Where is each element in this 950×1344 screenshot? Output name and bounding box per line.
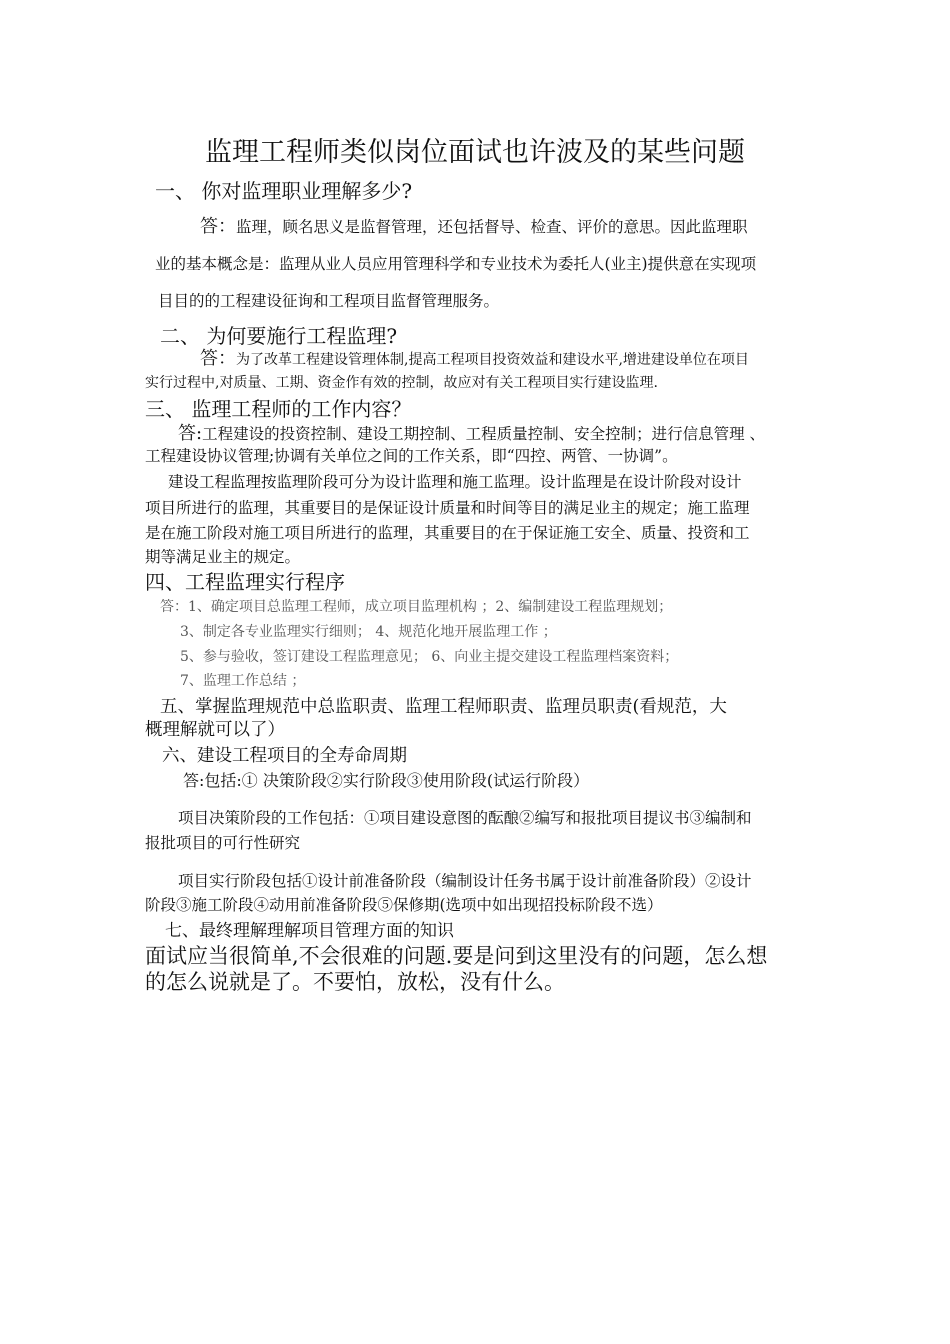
q6-answer-text: 包括:① 决策阶段②实行阶段③使用阶段(试运行阶段） — [204, 771, 590, 790]
q1-answer-line3: 目目的的工程建设征询和工程项目监督管理服务。 — [158, 292, 500, 310]
q3-answer — [178, 419, 765, 445]
q6-decision-line2: 报批项目的可行性研究 — [145, 834, 301, 852]
q3-para-line1: 建设工程监理按监理阶段可分为设计监理和施工监理。设计监理是在设计阶段对设计 — [168, 473, 742, 491]
q1-answer-line1: 监理，顾名思义是监督管理，还包括督导、检查、评价的意思。因此监理职 — [236, 218, 748, 236]
q7-heading: 七、最终理解理解项目管理方面的知识 — [165, 921, 454, 941]
q6-answer-label: 答: — [183, 771, 205, 790]
q5-line2: 概理解就可以了） — [145, 720, 285, 740]
q3-answer-line2: 工程建设协议管理;协调有关单位之间的工作关系，即“四控、两管、一协调”。 — [145, 447, 678, 465]
q6-decision-line1: 项目决策阶段的工作包括：①项目建设意图的酝酿②编写和报批项目提议书③编制和 — [178, 809, 752, 827]
q2-answer-line1: 为了改革工程建设管理体制,提高工程项目投资效益和建设水平,增进建设单位在项目 — [236, 352, 749, 368]
q2-answer-line2: 实行过程中,对质量、工期、资金作有效的控制，故应对有关工程项目实行建设监理. — [145, 375, 658, 391]
q3-answer-label: 答: — [178, 423, 203, 444]
q2-answer — [200, 344, 749, 370]
closing-line1: 面试应当很简单,不会很难的问题.要是问到这里没有的问题，怎么想 — [145, 944, 768, 968]
q2-answer-label: 答： — [200, 348, 236, 369]
q5-line1: 五、掌握监理规范中总监职责、监理工程师职责、监理员职责(看规范，大 — [160, 697, 727, 717]
q4-step-line2: 3、制定各专业监理实行细则； 4、规范化地开展监理工作 ； — [180, 624, 557, 640]
q4-heading: 四、工程监理实行程序 — [145, 570, 345, 594]
q4-step-line4: 7、监理工作总结 ； — [180, 673, 306, 689]
q1-answer — [200, 212, 748, 238]
q2-heading: 二、 为何要施行工程监理? — [160, 324, 398, 348]
q1-heading: 一、 你对监理职业理解多少? — [155, 179, 413, 203]
q1-answer-line2: 业的基本概念是：监理从业人员应用管理科学和专业技术为委托人(业主)提供意在实现项 — [155, 255, 757, 273]
closing-line2: 的怎么说就是了。不要怕，放松，没有什么。 — [145, 970, 565, 994]
q4-step-line3: 5、参与验收，签订建设工程监理意见； 6、向业主提交建设工程监理档案资料； — [180, 649, 679, 665]
q3-heading: 三、 监理工程师的工作内容？ — [145, 397, 412, 421]
document-title: 监理工程师类似岗位面试也许波及的某些问题 — [205, 137, 745, 168]
q4-step-line1: 答：1、确定项目总监理工程师，成立项目监理机构 ；2、编制建设工程监理规划； — [160, 599, 673, 615]
q3-para-line4: 期等满足业主的规定。 — [145, 548, 301, 566]
q3-para-line2: 项目所进行的监理，其重要目的是保证设计质量和时间等目的满足业主的规定；施工监理 — [145, 499, 750, 517]
q1-answer-label: 答： — [200, 216, 236, 237]
q6-implementation-line2: 阶段③施工阶段④动用前准备阶段⑤保修期(选项中如出现招投标阶段不选） — [145, 896, 663, 914]
q3-answer-line1: 工程建设的投资控制、建设工期控制、工程质量控制、安全控制；进行信息管理 、 — [202, 425, 766, 443]
q3-para-line3: 是在施工阶段对施工项目所进行的监理，其重要目的在于保证施工安全、质量、投资和工 — [145, 524, 750, 542]
q6-answer — [183, 768, 589, 791]
q6-implementation-line1: 项目实行阶段包括①设计前准备阶段（编制设计任务书属于设计前准备阶段）②设计 — [178, 872, 752, 890]
q6-heading: 六、建设工程项目的全寿命周期 — [162, 746, 407, 766]
